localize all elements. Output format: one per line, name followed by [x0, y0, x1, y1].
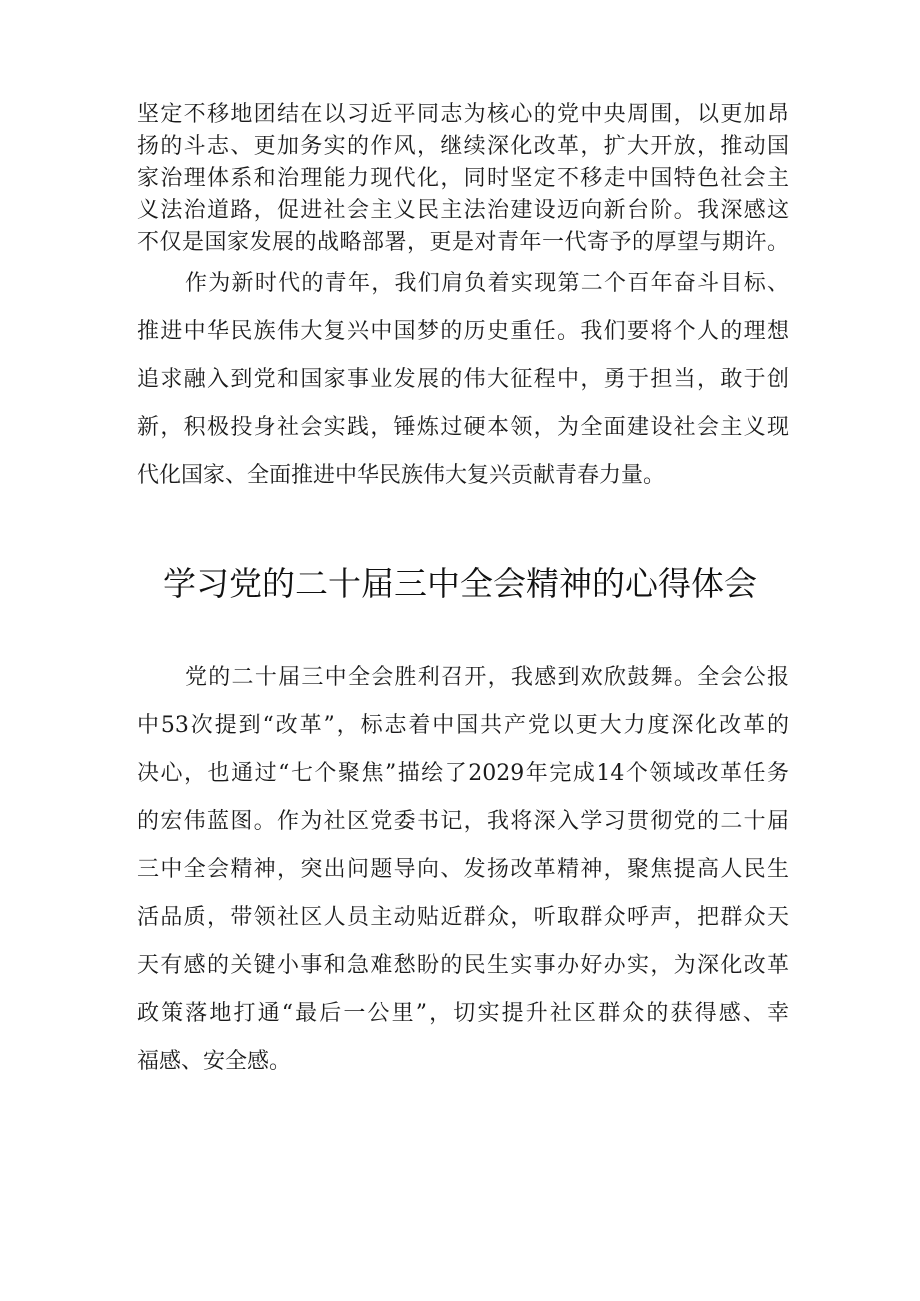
paragraph-line: 福感、安全感。 — [137, 1049, 292, 1074]
paragraph-line: 扬的斗志、更加务实的作风，继续深化改革，扩大开放，推动国 — [137, 134, 789, 159]
paragraph-line: 家治理体系和治理能力现代化，同时坚定不移走中国特色社会主 — [137, 166, 789, 191]
paragraph-line: 坚定不移地团结在以习近平同志为核心的党中央周围，以更加昂 — [137, 102, 789, 127]
paragraph-line: 推进中华民族伟大复兴中国梦的历史重任。我们要将个人的理想 — [137, 319, 789, 344]
paragraph-line: 的宏伟蓝图。作为社区党委书记，我将深入学习贯彻党的二十届 — [137, 809, 789, 834]
paragraph-line: 不仅是国家发展的战略部署，更是对青年一代寄予的厚望与期许。 — [137, 230, 789, 255]
paragraph-line: 作为新时代的青年，我们肩负着实现第二个百年奋斗目标、 — [185, 271, 789, 296]
paragraph-line: 党的二十届三中全会胜利召开，我感到欢欣鼓舞。全会公报 — [185, 665, 789, 690]
section-title: 学习党的二十届三中全会精神的心得体会 — [163, 564, 757, 603]
paragraph-line: 中53次提到“改革”，标志着中国共产党以更大力度深化改革的 — [137, 713, 789, 738]
paragraph-line: 三中全会精神，突出问题导向、发扬改革精神，聚焦提高人民生 — [137, 857, 789, 882]
paragraph-line: 义法治道路，促进社会主义民主法治建设迈向新台阶。我深感这 — [137, 198, 789, 223]
paragraph-line: 代化国家、全面推进中华民族伟大复兴贡献青春力量。 — [137, 463, 666, 488]
paragraph-line: 决心，也通过“七个聚焦”描绘了2029年完成14个领域改革任务 — [137, 761, 789, 786]
paragraph-line: 追求融入到党和国家事业发展的伟大征程中，勇于担当，敢于创 — [137, 367, 789, 392]
paragraph-line: 政策落地打通“最后一公里”，切实提升社区群众的获得感、幸 — [137, 1001, 789, 1026]
paragraph-line: 新，积极投身社会实践，锤炼过硬本领，为全面建设社会主义现 — [137, 415, 789, 440]
paragraph-line: 天有感的关键小事和急难愁盼的民生实事办好办实，为深化改革 — [137, 953, 789, 978]
paragraph-line: 活品质，带领社区人员主动贴近群众，听取群众呼声，把群众天 — [137, 905, 789, 930]
